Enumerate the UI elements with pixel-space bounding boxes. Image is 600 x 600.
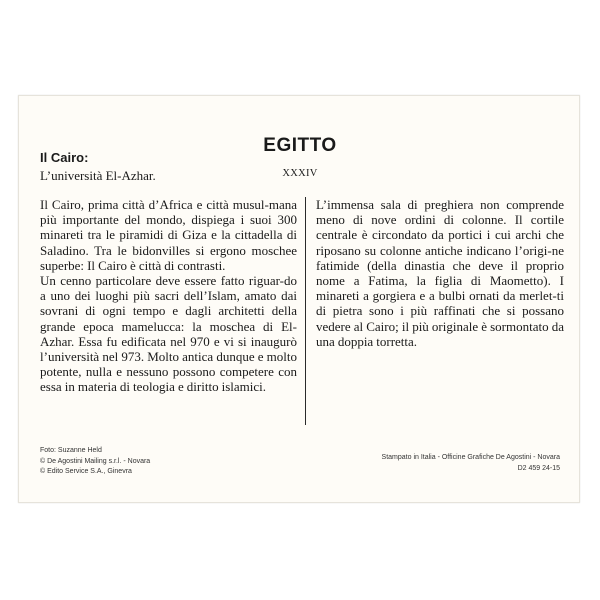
caption-subject: L’università El-Azhar.	[40, 168, 156, 183]
credit-line: © Edito Service S.A., Ginevra	[40, 468, 132, 475]
photo-credits	[40, 446, 150, 478]
card-number: XXXIV	[282, 168, 318, 179]
caption-city: Il Cairo:	[40, 150, 89, 165]
text-column-right	[316, 197, 564, 349]
paragraph: L’immensa sala di preghiera non comprende meno di nove ordini di colonne. Il cortile centrale è circondato da portici i cui archi che riposano su colonne antiche indicano l’origi-ne fatimide (della dinastia che deve il proprio nome a Fatima, la figlia di Maometto). I minareti a gorgiera e a bulbi ornati da merlet-ti di pietra sono i più raffinati che si possano vedere al Cairo; il più originale è sormontato da una doppia torretta.	[316, 197, 564, 349]
printer-line: Stampato in Italia - Officine Grafiche De Agostini - Novara	[381, 454, 560, 461]
print-code: D2 459 24-15	[517, 464, 560, 472]
credit-line: Foto: Suzanne Held	[40, 447, 102, 454]
printer-info	[382, 453, 560, 474]
text-column-left	[40, 197, 297, 395]
paragraph: Il Cairo, prima città d’Africa e città musul-mana più importante del mondo, dispiega i suoi 300 minareti tra le piramidi di Giza e la cittadella di Saladino. Tra le bidonvilles si ergono moschee superbe: Il Cairo è città di contrasti.	[40, 197, 297, 273]
paragraph: Un cenno particolare deve essere fatto riguar-do a uno dei luoghi più sacri dell’Islam, amato dai sovrani di ogni tempo e dagli architetti della grande epoca mamelucca: la moschea di El-Azhar. Essa fu edificata nel 970 e vi si inaugurò l’università nel 973. Molto antica dunque e molto potente, nulla e nessuno possono competere con essa in materia di teologia e diritto islamici.	[40, 273, 297, 395]
country-title: EGITTO	[263, 135, 337, 156]
column-divider	[305, 197, 306, 425]
credit-line: © De Agostini Mailing s.r.l. - Novara	[40, 457, 151, 465]
